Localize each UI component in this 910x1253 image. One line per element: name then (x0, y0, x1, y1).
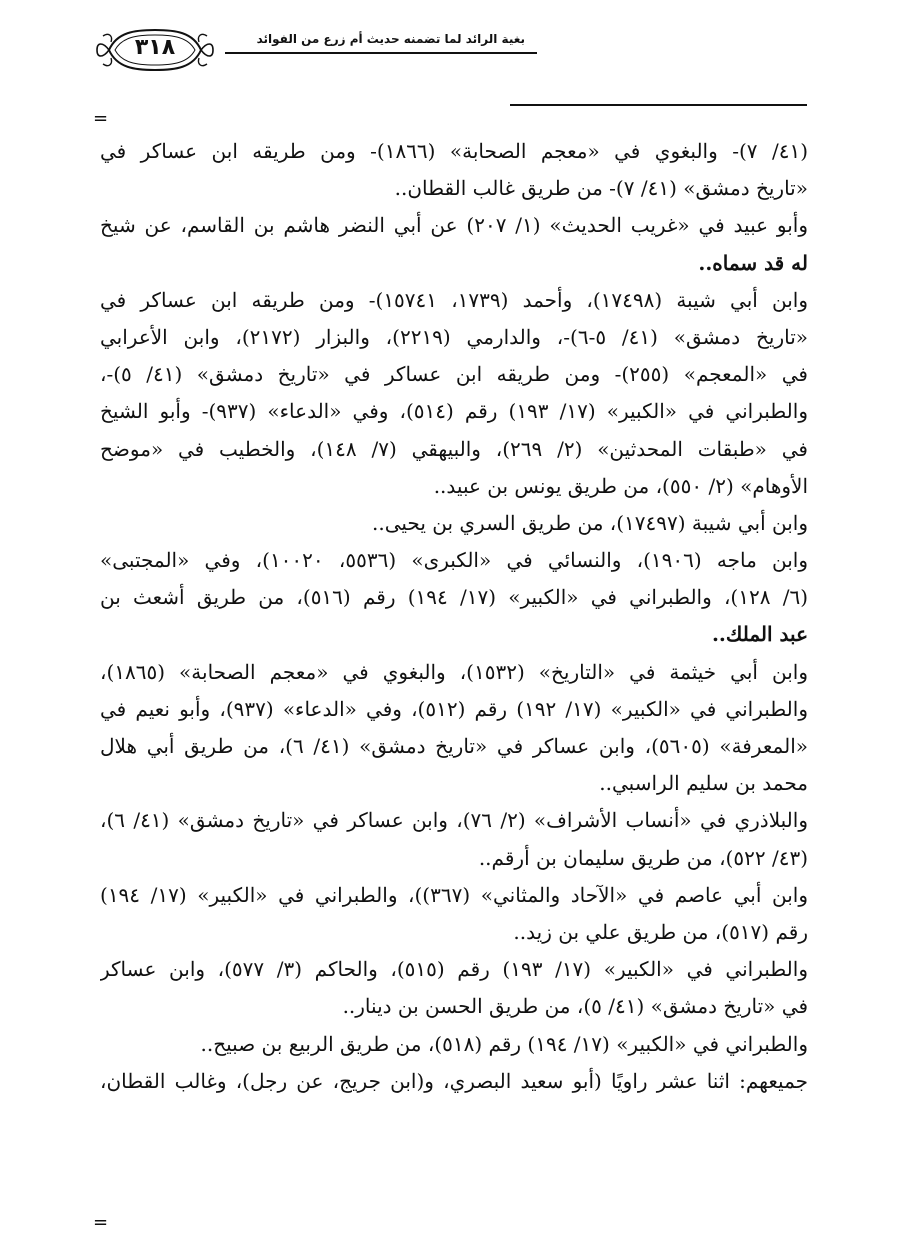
continuation-marker-top: = (93, 108, 109, 129)
text-line: «تاريخ دمشق» (٤١/ ٥-٦)-، والدارمي (٢٢١٩)، والبزار (٢١٧٢)، وابن الأعرابي (100, 324, 808, 349)
text-line: وابن أبي شيبة (١٧٤٩٧)، من طريق السري بن يحيى.. (371, 510, 808, 535)
page-header (95, 22, 810, 82)
text-line: والطبراني في «الكبير» (١٧/ ١٩٣) رقم (٥١٤)، وفي «الدعاء» (٩٣٧)- وأبو الشيخ (100, 399, 808, 424)
running-header-title: بغية الرائد لما تضمنه حديث أم زرع من الفوائد (256, 32, 525, 46)
text-line: والبلاذري في «أنساب الأشراف» (٢/ ٧٦)، وابن عساكر في «تاريخ دمشق» (٤١/ ٦)، (100, 808, 808, 833)
text-line: (٤١/ ٧)- والبغوي في «معجم الصحابة» (١٨٦٦)- ومن طريقه ابن عساكر في (100, 139, 808, 163)
text-line: وابن أبي خيثمة في «التاريخ» (١٥٣٢)، والبغوي في «معجم الصحابة» (١٨٦٥)، (100, 659, 808, 684)
text-line: جميعهم: اثنا عشر راويًا (أبو سعيد البصري، و(ابن جريج، عن رجل)، وغالب القطان، (100, 1068, 808, 1093)
footnote-text-block (100, 133, 808, 1100)
text-line: الأوهام» (٢/ ٥٥٠)، من طريق يونس بن عبيد.. (433, 473, 808, 498)
continuation-marker-bottom: = (93, 1212, 109, 1233)
text-line: «تاريخ دمشق» (٤١/ ٧)- من طريق غالب القطان.. (394, 176, 808, 201)
text-line: (٤٣/ ٥٢٢)، من طريق سليمان بن أرقم.. (478, 845, 808, 870)
text-line: رقم (٥١٧)، من طريق علي بن زيد.. (513, 919, 808, 944)
header-divider-line (225, 52, 537, 54)
text-line: وابن ماجه (١٩٠٦)، والنسائي في «الكبرى» (٥٥٣٦، ١٠٠٢٠)، وفي «المجتبى» (100, 548, 808, 573)
text-line: «المعرفة» (٥٦٠٥)، وابن عساكر في «تاريخ دمشق» (٤١/ ٦)، من طريق أبي هلال (100, 734, 808, 758)
text-line: في «طبقات المحدثين» (٢/ ٢٦٩)، والبيهقي (٧/ ١٤٨)، والخطيب في «موضح (100, 436, 808, 461)
text-line: في «تاريخ دمشق» (٤١/ ٥)، من طريق الحسن بن دينار.. (342, 994, 808, 1019)
text-line: والطبراني في «الكبير» (١٧/ ١٩٢) رقم (٥١٢)، وفي «الدعاء» (٩٣٧)، وأبو نعيم في (100, 696, 808, 721)
text-line: في «المعجم» (٢٥٥)- ومن طريقه ابن عساكر في «تاريخ دمشق» (٤١/ ٥)-، (100, 362, 808, 387)
text-line: والطبراني في «الكبير» (١٧/ ١٩٣) رقم (٥١٥)، والحاكم (٣/ ٥٧٧)، وابن عساكر (100, 957, 808, 982)
footnote-separator-rule (510, 104, 807, 106)
text-line: له قد سماه.. (698, 250, 808, 275)
text-line: وأبو عبيد في «غريب الحديث» (١/ ٢٠٧) عن أبي النضر هاشم بن القاسم، عن شيخ (100, 213, 808, 238)
text-line: وابن أبي شيبة (١٧٤٩٨)، وأحمد (١٧٣٩، ١٥٧٤١)- ومن طريقه ابن عساكر في (100, 287, 808, 312)
text-line: وابن أبي عاصم في «الآحاد والمثاني» (٣٦٧))، والطبراني في «الكبير» (١٧/ ١٩٤) (100, 882, 808, 907)
text-line: عبد الملك.. (711, 622, 808, 647)
text-line: (٦/ ١٢٨)، والطبراني في «الكبير» (١٧/ ١٩٤) رقم (٥١٦)، من طريق أشعث بن (100, 585, 808, 610)
text-line: والطبراني في «الكبير» (١٧/ ١٩٤) رقم (٥١٨)، من طريق الربيع بن صبيح.. (200, 1031, 808, 1056)
page-number: ٣١٨ (134, 35, 176, 60)
text-line: محمد بن سليم الراسبي.. (599, 771, 808, 796)
